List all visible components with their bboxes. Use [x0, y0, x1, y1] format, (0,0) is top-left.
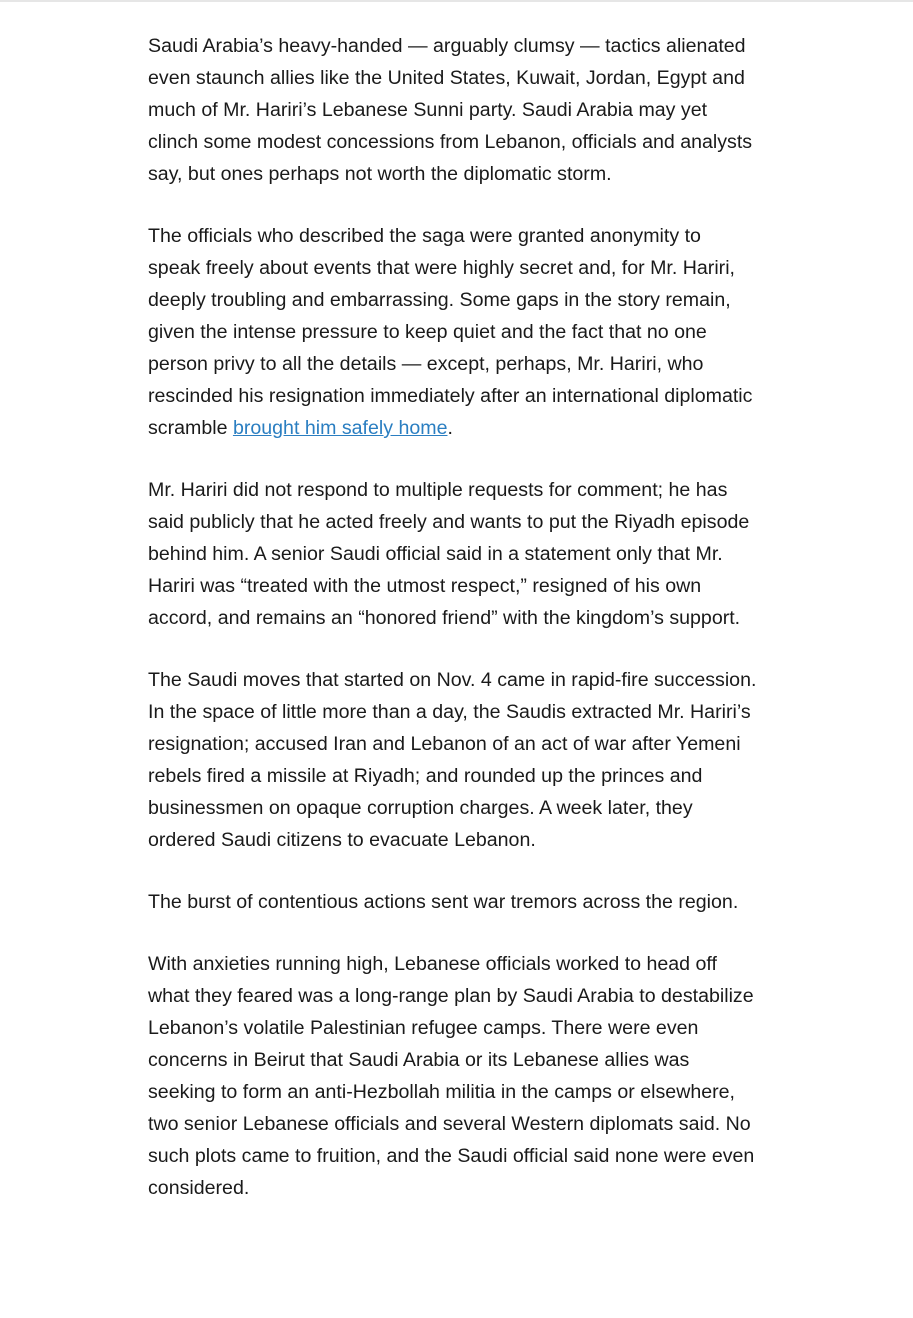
paragraph-3: Mr. Hariri did not respond to multiple requests for comment; he has said publicly that he acted freely and wants to put the Riyadh episode behind him. A senior Saudi official said in a statement only that Mr. Hariri was “treated with the utmost respect,” resigned of his own accord, and remains an “honored friend” with the kingdom’s support.	[148, 479, 750, 629]
paragraph-6: With anxieties running high, Lebanese officials worked to head off what they feared was a long-range plan by Saudi Arabia to destabilize Lebanon’s volatile Palestinian refugee camps. There were even concerns in Beirut that Saudi Arabia or its Lebanese allies was seeking to form an anti-Hezbollah militia in the camps or elsewhere, two senior Lebanese officials and several Western diplomats said. No such plots came to fruition, and the Saudi official said none were even considered.	[148, 953, 755, 1199]
paragraph-2-text: The officials who described the saga were granted anonymity to speak freely about events that were highly secret and, for Mr. Hariri, deeply troubling and embarrassing. Some gaps in the story remain, given the intense pressure to keep quiet and the fact that no one person privy to all the details — except, perhaps, Mr. Hariri, who rescinded his resignation immediately after an international diplomatic scramble	[148, 225, 753, 439]
paragraph-1: Saudi Arabia’s heavy-handed — arguably clumsy — tactics alienated even staunch allies like the United States, Kuwait, Jordan, Egypt and much of Mr. Hariri’s Lebanese Sunni party. Saudi Arabia may yet clinch some modest concessions from Lebanon, officials and analysts say, but ones perhaps not worth the diplomatic storm.	[148, 35, 753, 185]
paragraph-2-end: .	[447, 417, 453, 439]
article-body	[148, 30, 758, 1234]
paragraph-5: The burst of contentious actions sent war tremors across the region.	[148, 891, 739, 913]
brought-him-safely-home-link[interactable]: brought him safely home	[232, 417, 448, 439]
paragraph-2	[148, 220, 758, 444]
paragraph-4: The Saudi moves that started on Nov. 4 came in rapid-fire succession. In the space of little more than a day, the Saudis extracted Mr. Hariri’s resignation; accused Iran and Lebanon of an act of war after Yemeni rebels fired a missile at Riyadh; and rounded up the princes and businessmen on opaque corruption charges. A week later, they ordered Saudi citizens to evacuate Lebanon.	[148, 669, 757, 851]
top-divider	[0, 0, 913, 2]
